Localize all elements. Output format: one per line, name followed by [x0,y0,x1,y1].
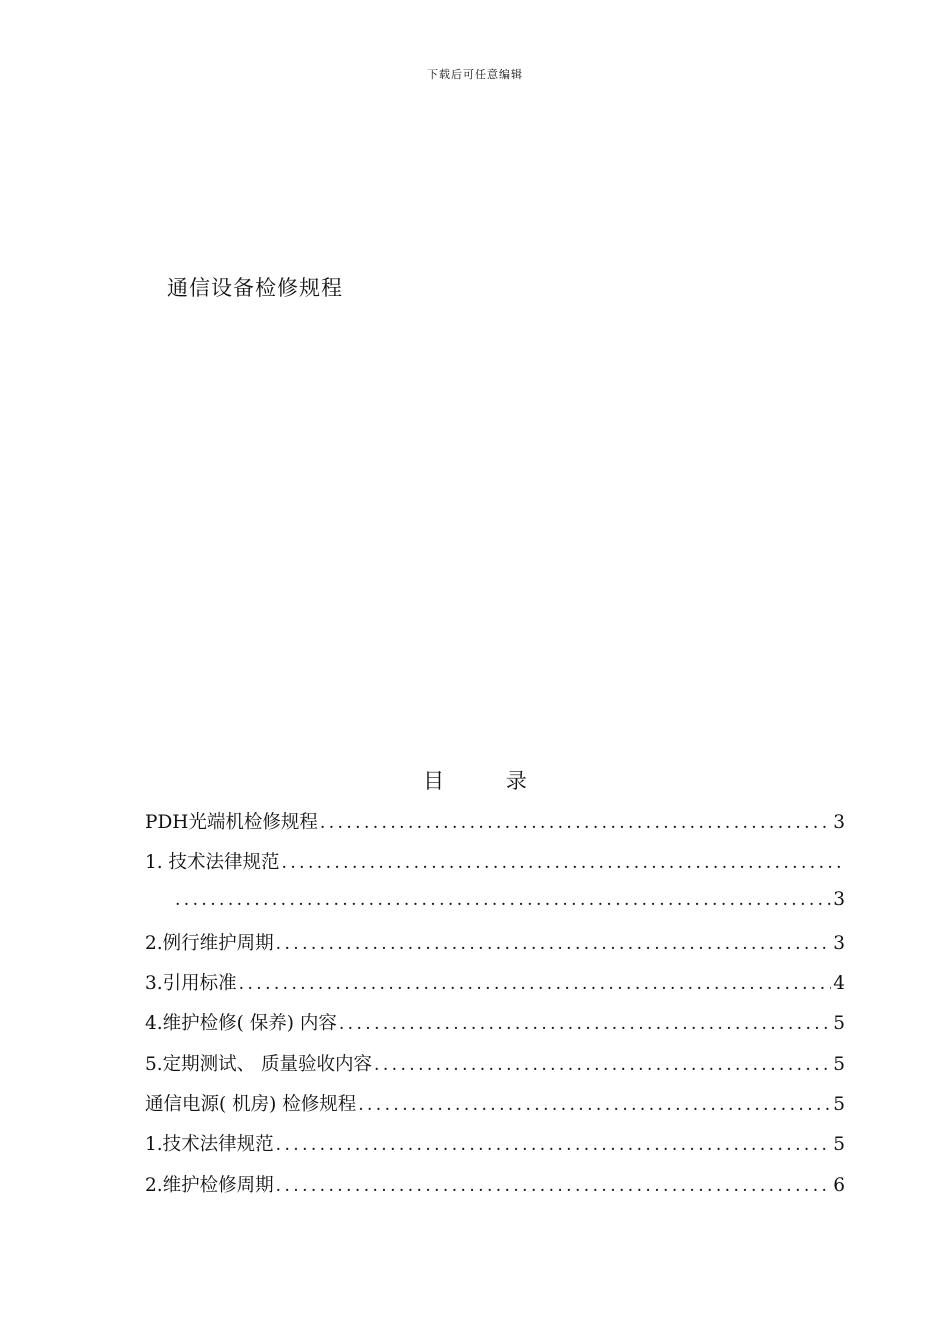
toc-entry-page: 5 [833,1094,845,1116]
toc-leader-dots [276,1135,832,1155]
toc-leader-dots [175,890,831,910]
toc-entry-label: 4.维护检修( 保养) 内容 [145,1013,337,1035]
toc-entry-label: 2.维护检修周期 [145,1174,274,1196]
toc-entry-page: 4 [833,973,845,995]
toc-entry-label: 1.技术法律规范 [145,1134,274,1156]
toc-entry-label: 1. 技术法律规范 [145,852,280,874]
toc-entry-label: 5.定期测试、 质量验收内容 [145,1053,373,1075]
toc-entry-label: 3.引用标准 [145,973,237,995]
toc-entry-label: PDH光端机检修规程 [145,812,318,833]
toc-leader-dots [320,813,831,833]
toc-entry-page: 5 [833,1013,845,1035]
toc-entry[interactable] [145,963,845,1003]
toc-entry-label: 通信电源( 机房) 检修规程 [145,1094,357,1116]
toc-leader-dots [282,853,843,873]
toc-entry[interactable] [145,802,845,842]
toc-entry[interactable] [145,1165,845,1205]
toc-entry[interactable] [145,1124,845,1164]
toc-leader-dots [276,1176,832,1196]
toc-entry-continuation[interactable] [145,883,845,923]
toc-entry[interactable] [145,842,845,882]
toc-entry-page: 3 [833,932,845,954]
toc-entry[interactable] [145,1044,845,1084]
header-note: 下载后可任意编辑 [427,68,523,81]
toc-leader-dots [339,1014,831,1034]
toc-entry-page: 6 [833,1174,845,1196]
toc-entry-page: 5 [833,1134,845,1156]
toc-leader-dots [276,934,832,954]
toc-leader-dots [358,1095,831,1115]
toc-leader-dots [239,974,832,994]
toc-heading: 目 录 [423,769,527,793]
toc-entry-page: 3 [833,812,845,833]
toc-entry-page: 3 [833,888,845,910]
toc-leader-dots [374,1055,831,1075]
toc-entry-label: 2.例行维护周期 [145,932,274,954]
toc-entry[interactable] [145,923,845,963]
table-of-contents [145,802,845,1205]
toc-entry[interactable] [145,1084,845,1124]
document-title: 通信设备检修规程 [167,276,343,300]
toc-entry-page: 5 [833,1053,845,1075]
toc-entry[interactable] [145,1003,845,1043]
